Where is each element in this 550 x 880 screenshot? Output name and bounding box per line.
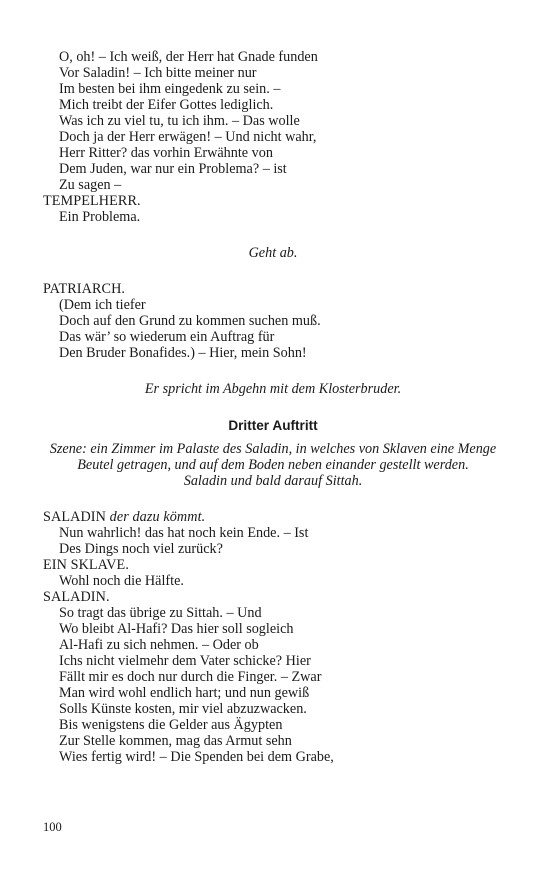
speaker-saladin: SALADIN.	[43, 589, 110, 605]
verse-line: Im besten bei ihm eingedenk zu sein. –	[59, 81, 281, 97]
scene-title: Dritter Auftritt	[228, 418, 318, 433]
verse-line: Wies fertig wird! – Die Spenden bei dem Grabe,	[59, 749, 334, 765]
verse-line: Solls Künste kosten, mir viel abzuzwacken.	[59, 701, 307, 717]
verse-line: Man wird wohl endlich hart; und nun gewiß	[59, 685, 310, 701]
drama-page	[43, 49, 503, 765]
speaker-patriarch: PATRIARCH.	[43, 281, 126, 297]
verse-line: Das wär’ so wiederum ein Auftrag für	[59, 329, 275, 345]
verse-line: Al-Hafi zu sich nehmen. – Oder ob	[59, 637, 259, 653]
verse-line: O, oh! – Ich weiß, der Herr hat Gnade funden	[59, 49, 318, 65]
stage-direction: Geht ab.	[248, 245, 298, 261]
page-number: 100	[43, 820, 62, 834]
speaker-sklave: EIN SKLAVE.	[43, 557, 129, 573]
speaker-saladin	[43, 509, 503, 525]
verse-line: Fällt mir es doch nur durch die Finger. – Zwar	[59, 669, 322, 685]
speaker-tempelherr: TEMPELHERR.	[43, 193, 141, 209]
verse-line: Doch auf den Grund zu kommen suchen muß.	[59, 313, 321, 329]
verse-line: Was ich zu viel tu, tu ich ihm. – Das wolle	[59, 113, 300, 129]
verse-line: (Dem ich tiefer	[59, 297, 146, 313]
verse-line: Bis wenigstens die Gelder aus Ägypten	[59, 717, 283, 733]
verse-line: Den Bruder Bonafides.) – Hier, mein Sohn!	[59, 345, 307, 361]
verse-line: Zu sagen –	[59, 177, 122, 193]
verse-line: Herr Ritter? das vorhin Erwähnte von	[59, 145, 273, 161]
verse-line: So tragt das übrige zu Sittah. – Und	[59, 605, 262, 621]
verse-block-patriarch-cont	[43, 49, 503, 193]
verse-line: Wo bleibt Al-Hafi? Das hier soll sogleich	[59, 621, 294, 637]
verse-line: Doch ja der Herr erwägen! – Und nicht wahr,	[59, 129, 317, 145]
verse-line: Wohl noch die Hälfte.	[59, 573, 184, 589]
verse-line: Nun wahrlich! das hat noch kein Ende. – Ist	[59, 525, 309, 541]
scene-description: Szene: ein Zimmer im Palaste des Saladin, in welches von Sklaven eine Menge Beutel getragen, und auf dem Boden neben einander gestellt werden.	[49, 441, 497, 473]
verse-line: Des Dings noch viel zurück?	[59, 541, 223, 557]
verse-line: Mich treibt der Eifer Gottes lediglich.	[59, 97, 274, 113]
scene-characters: Saladin und bald darauf Sittah.	[183, 473, 363, 489]
verse-line: Ichs nicht vielmehr dem Vater schicke? Hier	[59, 653, 311, 669]
speaker-direction: der dazu kömmt.	[109, 509, 206, 525]
verse-line: Dem Juden, war nur ein Problema? – ist	[59, 161, 287, 177]
speaker-name: SALADIN	[43, 509, 106, 525]
stage-direction: Er spricht im Abgehn mit dem Klosterbruder.	[144, 381, 402, 397]
verse-line: Vor Saladin! – Ich bitte meiner nur	[59, 65, 257, 81]
verse-line: Zur Stelle kommen, mag das Armut sehn	[59, 733, 292, 749]
verse-line: Ein Problema.	[59, 209, 141, 225]
